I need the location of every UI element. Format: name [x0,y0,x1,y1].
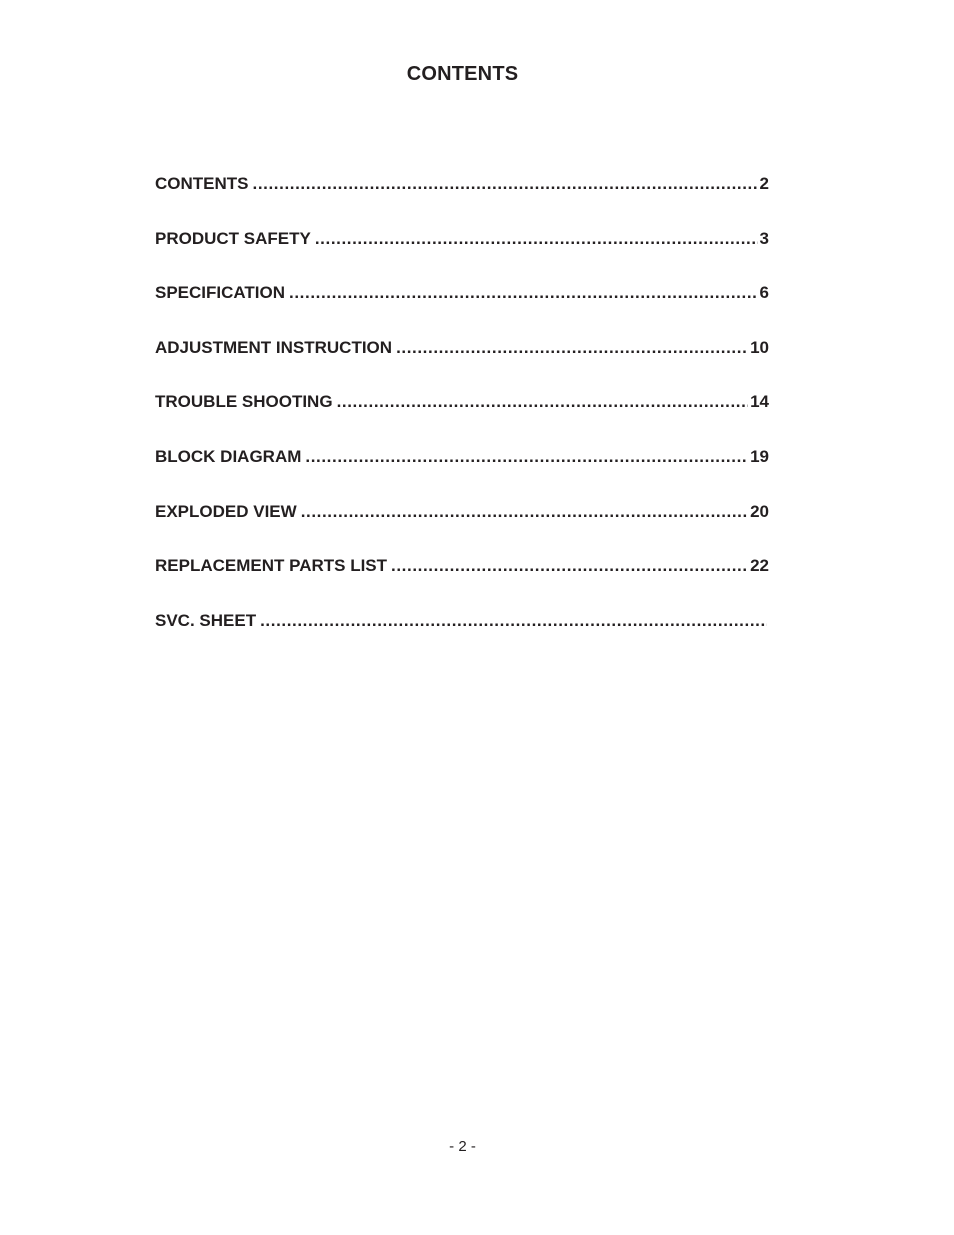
dot-leader [260,611,767,631]
dot-leader [301,502,748,522]
toc-entry-replacement-parts-list[interactable] [155,556,769,611]
toc-entry-label: ADJUSTMENT INSTRUCTION [155,337,393,357]
toc-entry-label: SPECIFICATION [155,283,286,303]
toc-entry-svc-sheet[interactable] [155,611,769,666]
toc-entry-page: 22 [750,556,769,576]
toc-entry-block-diagram[interactable] [155,447,769,502]
toc-entry-exploded-view[interactable] [155,502,769,557]
toc-entry-page: 19 [750,446,769,466]
dot-leader [253,174,758,194]
toc-entry-page: 2 [759,174,769,193]
dot-leader [396,338,748,358]
toc-entry-trouble-shooting[interactable] [155,392,769,447]
dot-leader [315,229,758,249]
toc-entry-page: 3 [759,228,769,248]
toc-entry-contents[interactable] [155,174,769,229]
toc-entry-label: PRODUCT SAFETY [155,228,311,248]
dot-leader [337,392,749,412]
dot-leader [289,283,758,303]
toc-entry-product-safety[interactable] [155,229,769,284]
toc-entry-label: EXPLODED VIEW [155,501,297,521]
toc-entry-page: 14 [750,392,769,412]
toc-entry-label: TROUBLE SHOOTING [155,392,333,412]
toc-entry-page: 10 [750,337,769,357]
toc-entry-label: SVC. SHEET [155,610,257,630]
toc-entry-adjustment-instruction[interactable] [155,338,769,393]
toc-entry-specification[interactable] [155,283,769,338]
toc-entry-label: REPLACEMENT PARTS LIST [155,556,388,576]
toc-entry-page: 6 [759,283,769,303]
toc-entry-label: CONTENTS [155,174,249,193]
toc-entry-page: 20 [750,501,769,521]
page-number: - 2 - [449,1138,476,1155]
table-of-contents [155,174,769,665]
toc-entry-label: BLOCK DIAGRAM [155,446,302,466]
dot-leader [305,447,748,467]
page-title: CONTENTS [406,63,519,85]
dot-leader [391,556,748,576]
